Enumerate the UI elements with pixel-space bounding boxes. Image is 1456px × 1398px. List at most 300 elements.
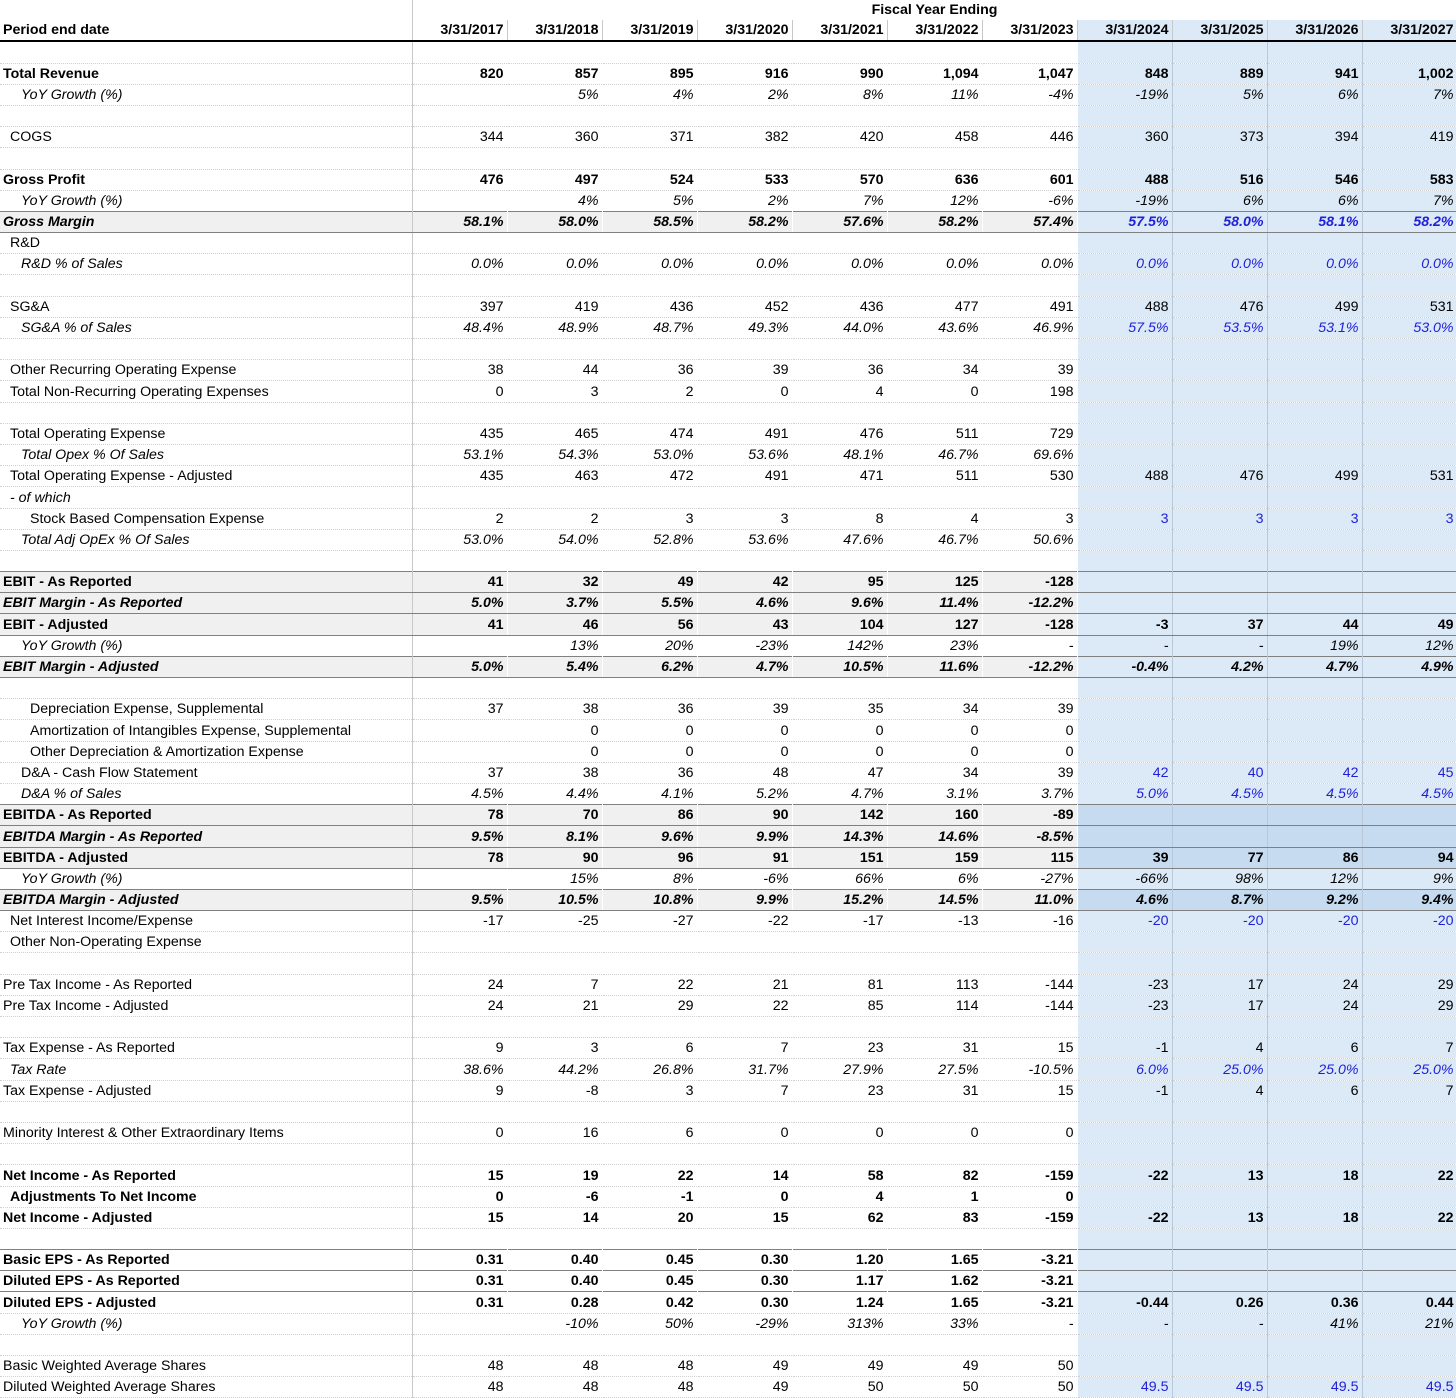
cell[interactable]: 53.6% (697, 444, 792, 465)
row-label[interactable]: R&D % of Sales (0, 254, 412, 275)
cell[interactable]: 4.6% (697, 593, 792, 614)
period-header-4[interactable]: 3/31/2021 (792, 20, 887, 41)
cell[interactable]: 371 (602, 127, 697, 148)
cell[interactable]: 2 (507, 508, 602, 529)
cell[interactable]: 6% (1267, 190, 1362, 211)
cell[interactable] (412, 84, 507, 105)
cell[interactable] (1267, 1017, 1362, 1038)
cell[interactable] (1267, 1122, 1362, 1143)
cell[interactable]: 24 (412, 995, 507, 1016)
cell[interactable]: 1.62 (887, 1271, 982, 1292)
cell[interactable]: 4% (602, 84, 697, 105)
cell[interactable] (982, 953, 1077, 974)
cell[interactable]: 0 (507, 720, 602, 741)
cell[interactable]: 6 (1267, 1038, 1362, 1059)
cell[interactable]: 2 (602, 381, 697, 402)
cell[interactable] (1362, 1271, 1456, 1292)
cell[interactable]: 729 (982, 423, 1077, 444)
row-label[interactable]: SG&A (0, 296, 412, 317)
cell[interactable]: 0.0% (1172, 254, 1267, 275)
cell[interactable]: -12.2% (982, 593, 1077, 614)
cell[interactable]: 9.5% (412, 826, 507, 847)
cell[interactable] (1362, 593, 1456, 614)
row-label[interactable]: Minority Interest & Other Extraordinary Items (0, 1122, 412, 1143)
cell[interactable]: 488 (1077, 169, 1172, 190)
cell[interactable]: 5.2% (697, 783, 792, 804)
cell[interactable] (697, 41, 792, 63)
cell[interactable] (1267, 720, 1362, 741)
cell[interactable]: 41% (1267, 1313, 1362, 1334)
cell[interactable] (792, 339, 887, 360)
cell[interactable]: -10% (507, 1313, 602, 1334)
cell[interactable]: 22 (602, 1165, 697, 1186)
cell[interactable] (792, 233, 887, 254)
cell[interactable]: -20 (1267, 911, 1362, 932)
row-label[interactable] (0, 1101, 412, 1122)
cell[interactable]: 3 (602, 1080, 697, 1101)
cell[interactable] (1077, 423, 1172, 444)
cell[interactable]: 4.4% (507, 783, 602, 804)
cell[interactable]: 50 (982, 1356, 1077, 1377)
cell[interactable]: 14 (697, 1165, 792, 1186)
cell[interactable]: 49 (602, 572, 697, 593)
cell[interactable] (602, 339, 697, 360)
row-label[interactable]: Pre Tax Income - Adjusted (0, 995, 412, 1016)
cell[interactable]: 15 (982, 1038, 1077, 1059)
row-label[interactable]: COGS (0, 127, 412, 148)
cell[interactable] (507, 339, 602, 360)
cell[interactable] (982, 275, 1077, 296)
cell[interactable] (412, 932, 507, 953)
cell[interactable] (602, 1017, 697, 1038)
cell[interactable] (1172, 41, 1267, 63)
cell[interactable] (602, 678, 697, 699)
cell[interactable]: 3 (697, 508, 792, 529)
cell[interactable]: 848 (1077, 63, 1172, 84)
cell[interactable] (982, 105, 1077, 126)
cell[interactable]: 476 (1172, 466, 1267, 487)
cell[interactable]: -16 (982, 911, 1077, 932)
cell[interactable] (1362, 1250, 1456, 1271)
cell[interactable] (1172, 529, 1267, 550)
row-label[interactable]: Other Recurring Operating Expense (0, 360, 412, 381)
cell[interactable]: 49 (887, 1356, 982, 1377)
cell[interactable] (412, 1313, 507, 1334)
cell[interactable]: 48 (507, 1356, 602, 1377)
cell[interactable]: 113 (887, 974, 982, 995)
cell[interactable]: 488 (1077, 296, 1172, 317)
cell[interactable]: 44 (1267, 614, 1362, 635)
cell[interactable]: 4% (507, 190, 602, 211)
cell[interactable]: 42 (1077, 762, 1172, 783)
cell[interactable] (1077, 339, 1172, 360)
cell[interactable]: 472 (602, 466, 697, 487)
cell[interactable]: 491 (697, 423, 792, 444)
cell[interactable]: 0.0% (792, 254, 887, 275)
cell[interactable]: 4.2% (1172, 656, 1267, 677)
cell[interactable]: 12% (887, 190, 982, 211)
cell[interactable]: 22 (1362, 1165, 1456, 1186)
cell[interactable]: -144 (982, 974, 1077, 995)
cell[interactable]: 11.4% (887, 593, 982, 614)
cell[interactable]: 160 (887, 805, 982, 826)
cell[interactable]: 12% (1267, 868, 1362, 889)
cell[interactable]: 159 (887, 847, 982, 868)
cell[interactable]: 49 (697, 1377, 792, 1398)
cell[interactable] (412, 275, 507, 296)
cell[interactable]: 23% (887, 635, 982, 656)
cell[interactable]: 15.2% (792, 889, 887, 910)
cell[interactable] (1267, 1144, 1362, 1165)
cell[interactable]: 7 (1362, 1038, 1456, 1059)
row-label[interactable]: Total Operating Expense (0, 423, 412, 444)
row-label[interactable]: Stock Based Compensation Expense (0, 508, 412, 529)
cell[interactable] (982, 148, 1077, 169)
cell[interactable] (507, 550, 602, 571)
cell[interactable]: 151 (792, 847, 887, 868)
cell[interactable]: 0 (792, 741, 887, 762)
row-label[interactable]: YoY Growth (%) (0, 635, 412, 656)
cell[interactable]: -17 (792, 911, 887, 932)
cell[interactable]: - (1172, 1313, 1267, 1334)
cell[interactable] (412, 105, 507, 126)
cell[interactable]: -20 (1172, 911, 1267, 932)
cell[interactable]: 49.5 (1362, 1377, 1456, 1398)
cell[interactable]: -6% (982, 190, 1077, 211)
cell[interactable] (1077, 529, 1172, 550)
cell[interactable] (1362, 1122, 1456, 1143)
cell[interactable]: 3 (507, 381, 602, 402)
cell[interactable]: 53.5% (1172, 317, 1267, 338)
row-label[interactable]: Basic Weighted Average Shares (0, 1356, 412, 1377)
cell[interactable]: -128 (982, 614, 1077, 635)
row-label[interactable]: Tax Expense - Adjusted (0, 1080, 412, 1101)
row-label[interactable]: Total Operating Expense - Adjusted (0, 466, 412, 487)
cell[interactable]: 4.7% (697, 656, 792, 677)
cell[interactable]: 533 (697, 169, 792, 190)
cell[interactable]: 11% (887, 84, 982, 105)
cell[interactable]: 0 (412, 1186, 507, 1207)
cell[interactable]: 0.0% (697, 254, 792, 275)
cell[interactable]: 9 (412, 1080, 507, 1101)
row-label[interactable] (0, 105, 412, 126)
row-label[interactable]: Amortization of Intangibles Expense, Supplemental (0, 720, 412, 741)
cell[interactable]: 497 (507, 169, 602, 190)
cell[interactable] (602, 1228, 697, 1249)
cell[interactable] (697, 1144, 792, 1165)
cell[interactable] (982, 1101, 1077, 1122)
cell[interactable]: 6 (602, 1038, 697, 1059)
period-header-0[interactable]: 3/31/2017 (412, 20, 507, 41)
cell[interactable] (1172, 360, 1267, 381)
cell[interactable] (982, 41, 1077, 63)
cell[interactable]: 49.5 (1077, 1377, 1172, 1398)
cell[interactable] (792, 105, 887, 126)
cell[interactable]: 5% (507, 84, 602, 105)
cell[interactable]: 0.0% (507, 254, 602, 275)
cell[interactable] (1267, 1101, 1362, 1122)
cell[interactable]: 511 (887, 466, 982, 487)
cell[interactable]: 0.0% (887, 254, 982, 275)
cell[interactable]: -20 (1362, 911, 1456, 932)
cell[interactable]: 6% (1267, 84, 1362, 105)
cell[interactable]: 1,047 (982, 63, 1077, 84)
cell[interactable] (412, 953, 507, 974)
cell[interactable] (697, 1101, 792, 1122)
row-label[interactable]: EBITDA Margin - Adjusted (0, 889, 412, 910)
cell[interactable]: 5.5% (602, 593, 697, 614)
cell[interactable] (982, 402, 1077, 423)
cell[interactable]: 37 (1172, 614, 1267, 635)
cell[interactable]: 4 (1172, 1080, 1267, 1101)
cell[interactable] (1077, 805, 1172, 826)
cell[interactable]: -0.44 (1077, 1292, 1172, 1313)
cell[interactable] (1077, 1334, 1172, 1355)
cell[interactable]: 46.7% (887, 529, 982, 550)
cell[interactable]: 0 (792, 1122, 887, 1143)
cell[interactable]: 15 (982, 1080, 1077, 1101)
row-label[interactable]: Pre Tax Income - As Reported (0, 974, 412, 995)
cell[interactable]: 9.2% (1267, 889, 1362, 910)
cell[interactable] (1362, 572, 1456, 593)
cell[interactable] (412, 720, 507, 741)
row-label[interactable]: EBIT Margin - Adjusted (0, 656, 412, 677)
cell[interactable]: 8 (792, 508, 887, 529)
cell[interactable]: 41 (412, 614, 507, 635)
cell[interactable]: 10.5% (792, 656, 887, 677)
cell[interactable]: 58.1% (1267, 211, 1362, 232)
cell[interactable]: 436 (602, 296, 697, 317)
cell[interactable]: 48.7% (602, 317, 697, 338)
cell[interactable]: 9.9% (697, 889, 792, 910)
cell[interactable]: 477 (887, 296, 982, 317)
row-label[interactable] (0, 339, 412, 360)
cell[interactable] (1362, 805, 1456, 826)
row-label[interactable]: D&A - Cash Flow Statement (0, 762, 412, 783)
row-label[interactable]: Gross Margin (0, 211, 412, 232)
cell[interactable]: 43.6% (887, 317, 982, 338)
cell[interactable]: 465 (507, 423, 602, 444)
cell[interactable] (1077, 233, 1172, 254)
cell[interactable]: 5.0% (412, 593, 507, 614)
cell[interactable]: 36 (792, 360, 887, 381)
cell[interactable]: 37 (412, 762, 507, 783)
row-label[interactable]: Other Non-Operating Expense (0, 932, 412, 953)
cell[interactable]: 546 (1267, 169, 1362, 190)
cell[interactable] (602, 1334, 697, 1355)
cell[interactable]: 5% (602, 190, 697, 211)
cell[interactable] (1077, 678, 1172, 699)
cell[interactable]: 43 (697, 614, 792, 635)
cell[interactable]: 524 (602, 169, 697, 190)
cell[interactable] (1267, 105, 1362, 126)
cell[interactable]: 0.0% (412, 254, 507, 275)
row-label[interactable] (0, 1017, 412, 1038)
cell[interactable] (1267, 1271, 1362, 1292)
cell[interactable] (1362, 1101, 1456, 1122)
cell[interactable]: 9.6% (792, 593, 887, 614)
cell[interactable]: 3 (1267, 508, 1362, 529)
cell[interactable]: 57.5% (1077, 317, 1172, 338)
cell[interactable]: 46 (507, 614, 602, 635)
cell[interactable]: -3.21 (982, 1271, 1077, 1292)
cell[interactable]: 127 (887, 614, 982, 635)
cell[interactable]: 94 (1362, 847, 1456, 868)
cell[interactable]: -22 (1077, 1165, 1172, 1186)
cell[interactable] (1267, 678, 1362, 699)
cell[interactable]: 531 (1362, 296, 1456, 317)
cell[interactable]: 1,094 (887, 63, 982, 84)
cell[interactable]: 3.7% (982, 783, 1077, 804)
cell[interactable]: 53.0% (602, 444, 697, 465)
cell[interactable] (982, 1144, 1077, 1165)
cell[interactable]: 360 (1077, 127, 1172, 148)
cell[interactable] (1077, 360, 1172, 381)
cell[interactable] (1267, 1334, 1362, 1355)
cell[interactable]: 0 (887, 720, 982, 741)
cell[interactable]: 54.3% (507, 444, 602, 465)
cell[interactable]: 0.40 (507, 1250, 602, 1271)
cell[interactable]: -1 (602, 1186, 697, 1207)
row-label[interactable]: EBITDA - As Reported (0, 805, 412, 826)
cell[interactable] (1267, 41, 1362, 63)
cell[interactable] (792, 1144, 887, 1165)
cell[interactable]: 0 (412, 1122, 507, 1143)
cell[interactable]: 48 (697, 762, 792, 783)
cell[interactable]: 48 (412, 1377, 507, 1398)
cell[interactable]: 0 (697, 381, 792, 402)
cell[interactable] (1267, 233, 1362, 254)
cell[interactable]: 4.1% (602, 783, 697, 804)
row-label[interactable]: YoY Growth (%) (0, 1313, 412, 1334)
cell[interactable] (792, 550, 887, 571)
cell[interactable] (507, 233, 602, 254)
cell[interactable]: 373 (1172, 127, 1267, 148)
row-label[interactable]: EBIT Margin - As Reported (0, 593, 412, 614)
cell[interactable]: 11.6% (887, 656, 982, 677)
cell[interactable]: 4 (1172, 1038, 1267, 1059)
cell[interactable] (697, 402, 792, 423)
cell[interactable] (507, 1017, 602, 1038)
row-label[interactable] (0, 275, 412, 296)
cell[interactable]: 78 (412, 847, 507, 868)
row-label[interactable] (0, 1228, 412, 1249)
cell[interactable]: -8 (507, 1080, 602, 1101)
cell[interactable]: 49 (1362, 614, 1456, 635)
cell[interactable]: 25.0% (1362, 1059, 1456, 1080)
cell[interactable] (1077, 105, 1172, 126)
cell[interactable] (1362, 444, 1456, 465)
cell[interactable]: -4% (982, 84, 1077, 105)
cell[interactable]: -12.2% (982, 656, 1077, 677)
cell[interactable]: 53.1% (412, 444, 507, 465)
cell[interactable] (1172, 1017, 1267, 1038)
cell[interactable]: 50.6% (982, 529, 1077, 550)
cell[interactable]: 22 (602, 974, 697, 995)
row-label[interactable] (0, 550, 412, 571)
cell[interactable]: 44.0% (792, 317, 887, 338)
cell[interactable] (1362, 41, 1456, 63)
cell[interactable] (697, 339, 792, 360)
cell[interactable]: -0.4% (1077, 656, 1172, 677)
cell[interactable] (1362, 826, 1456, 847)
cell[interactable]: 58.0% (507, 211, 602, 232)
cell[interactable]: 48 (507, 1377, 602, 1398)
cell[interactable] (982, 678, 1077, 699)
cell[interactable] (1362, 275, 1456, 296)
cell[interactable]: 0 (982, 1186, 1077, 1207)
period-header-2[interactable]: 3/31/2019 (602, 20, 697, 41)
cell[interactable]: 491 (697, 466, 792, 487)
cell[interactable]: 22 (1362, 1207, 1456, 1228)
cell[interactable] (1267, 1356, 1362, 1377)
cell[interactable] (1172, 741, 1267, 762)
cell[interactable]: -66% (1077, 868, 1172, 889)
cell[interactable]: 0 (507, 741, 602, 762)
cell[interactable] (1267, 826, 1362, 847)
cell[interactable] (1362, 720, 1456, 741)
cell[interactable] (1362, 339, 1456, 360)
row-label[interactable]: Total Opex % Of Sales (0, 444, 412, 465)
cell[interactable] (507, 148, 602, 169)
cell[interactable]: 46.7% (887, 444, 982, 465)
cell[interactable]: 13 (1172, 1165, 1267, 1186)
cell[interactable] (1077, 699, 1172, 720)
cell[interactable]: 58.2% (697, 211, 792, 232)
cell[interactable]: 198 (982, 381, 1077, 402)
cell[interactable]: 488 (1077, 466, 1172, 487)
cell[interactable]: -144 (982, 995, 1077, 1016)
cell[interactable] (1172, 678, 1267, 699)
cell[interactable] (1362, 487, 1456, 508)
cell[interactable] (1362, 741, 1456, 762)
cell[interactable]: 4.5% (412, 783, 507, 804)
cell[interactable]: 9.4% (1362, 889, 1456, 910)
cell[interactable] (1077, 1356, 1172, 1377)
cell[interactable]: 104 (792, 614, 887, 635)
cell[interactable] (1172, 381, 1267, 402)
cell[interactable] (1077, 1250, 1172, 1271)
cell[interactable]: 49.5 (1172, 1377, 1267, 1398)
cell[interactable]: 48.4% (412, 317, 507, 338)
cell[interactable]: 10.8% (602, 889, 697, 910)
cell[interactable]: 360 (507, 127, 602, 148)
cell[interactable] (602, 550, 697, 571)
cell[interactable]: 0.28 (507, 1292, 602, 1313)
cell[interactable]: 77 (1172, 847, 1267, 868)
cell[interactable]: 436 (792, 296, 887, 317)
cell[interactable]: 21% (1362, 1313, 1456, 1334)
cell[interactable] (697, 233, 792, 254)
cell[interactable]: 511 (887, 423, 982, 444)
cell[interactable]: 491 (982, 296, 1077, 317)
cell[interactable] (1077, 444, 1172, 465)
cell[interactable]: 0.30 (697, 1250, 792, 1271)
cell[interactable] (412, 190, 507, 211)
cell[interactable] (1077, 953, 1172, 974)
cell[interactable]: 0 (697, 1122, 792, 1143)
cell[interactable] (1267, 529, 1362, 550)
cell[interactable]: 2 (412, 508, 507, 529)
cell[interactable] (1267, 444, 1362, 465)
cell[interactable] (1362, 381, 1456, 402)
cell[interactable]: 5.0% (1077, 783, 1172, 804)
cell[interactable] (507, 1144, 602, 1165)
cell[interactable] (982, 487, 1077, 508)
cell[interactable]: 69.6% (982, 444, 1077, 465)
cell[interactable]: 53.6% (697, 529, 792, 550)
cell[interactable] (412, 635, 507, 656)
